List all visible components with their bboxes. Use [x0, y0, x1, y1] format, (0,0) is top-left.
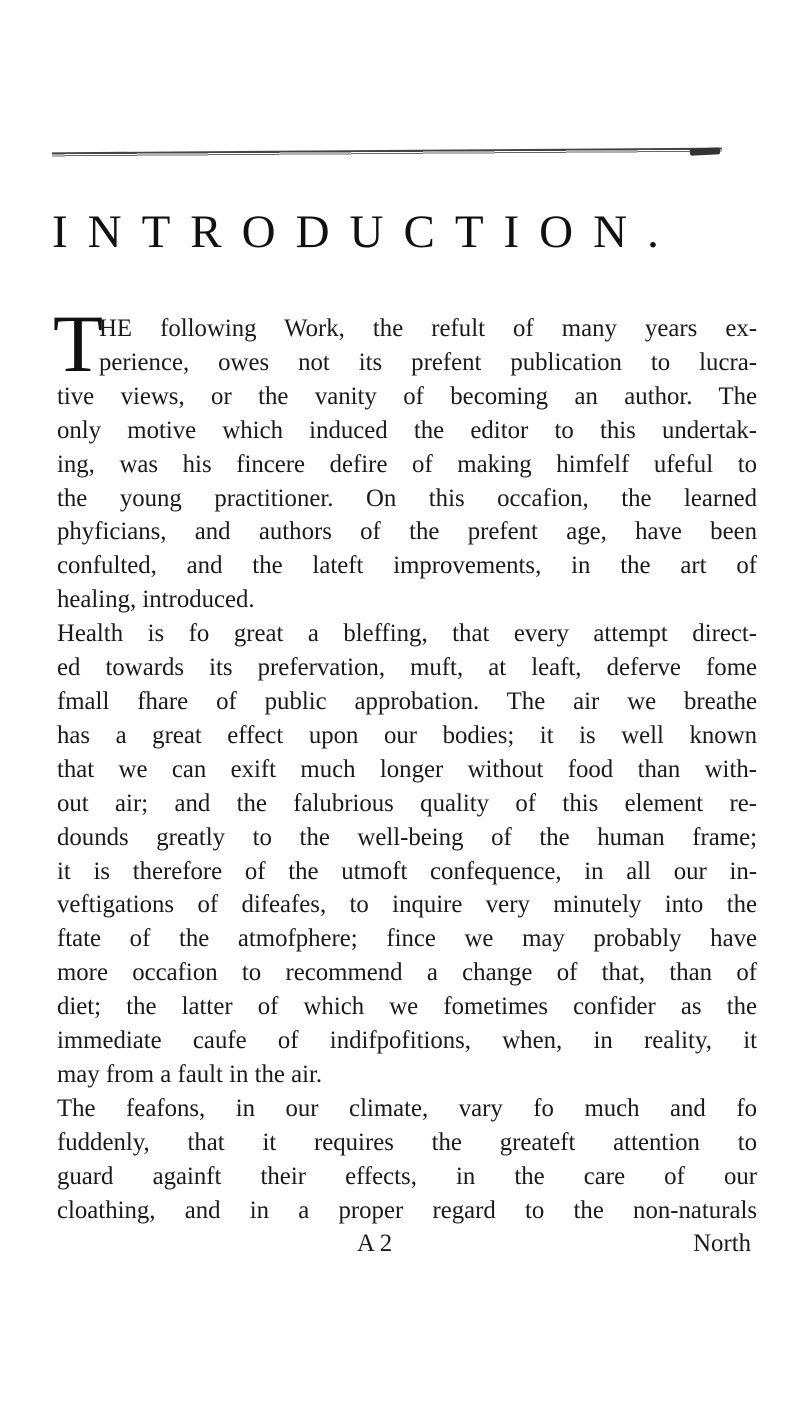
- catchword: North: [693, 1230, 751, 1258]
- text-line: more occafion to recommend a change of that, than of: [57, 959, 757, 987]
- text-line: fmall fhare of public approbation. The air we breathe: [57, 687, 757, 715]
- text-line: tive views, or the vanity of becoming an author. The: [57, 382, 757, 410]
- header-rule: [52, 148, 722, 158]
- body-text: [53, 298, 757, 1261]
- page-footer: [57, 1227, 757, 1261]
- drop-cap: T: [53, 298, 104, 389]
- text-line: phyficians, and authors of the prefent age, have been: [57, 518, 757, 546]
- text-line: out air; and the falubrious quality of this element re-: [57, 789, 757, 817]
- text-line: The feafons, in our climate, vary fo much and fo: [57, 1094, 757, 1122]
- paragraph-1-indented-lines: [57, 312, 757, 380]
- paragraph-3: [57, 1092, 757, 1228]
- text-line: ftate of the atmofphere; fince we may probably have: [57, 925, 757, 953]
- text-line: veftigations of difeafes, to inquire very minutely into the: [57, 891, 757, 919]
- text-line: diet; the latter of which we fometimes confider as the: [57, 993, 757, 1021]
- text-line: cloathing, and in a proper regard to the non-naturals: [57, 1196, 757, 1224]
- text-line: fuddenly, that it requires the greateft attention to: [57, 1128, 757, 1156]
- page-heading: INTRODUCTION.: [52, 206, 679, 258]
- text-line: HE following Work, the refult of many years ex-: [99, 315, 757, 342]
- text-line: it is therefore of the utmoft confequence, in all our in-: [57, 857, 757, 885]
- text-line: that we can exift much longer without food than with-: [57, 755, 757, 783]
- paragraph-1: [53, 298, 757, 617]
- text-line: ing, was his fincere defire of making himfelf ufeful to: [57, 450, 757, 478]
- text-line: Health is fo great a bleffing, that every attempt direct-: [57, 620, 757, 648]
- text-line: dounds greatly to the well-being of the human frame;: [57, 823, 757, 851]
- text-line: immediate caufe of indifpofitions, when, in reality, it: [57, 1027, 757, 1055]
- text-line: has a great effect upon our bodies; it is well known: [57, 721, 757, 749]
- text-line: the young practitioner. On this occafion, the learned: [57, 484, 757, 512]
- text-line: perience, owes not its prefent publication to lucra-: [99, 348, 757, 376]
- text-line: healing, introduced.: [57, 586, 255, 614]
- header-rule-ornament: [690, 147, 720, 156]
- text-line: confulted, and the lateft improvements, in the art of: [57, 552, 757, 580]
- text-line: may from a fault in the air.: [57, 1060, 323, 1088]
- paragraph-2: [57, 617, 757, 1092]
- text-line: guard againft their effects, in the care of our: [57, 1162, 757, 1190]
- text-line: ed towards its prefervation, muft, at leaft, deferve fome: [57, 654, 757, 682]
- text-line: only motive which induced the editor to this undertak-: [57, 416, 757, 444]
- signature-mark: A 2: [357, 1230, 393, 1258]
